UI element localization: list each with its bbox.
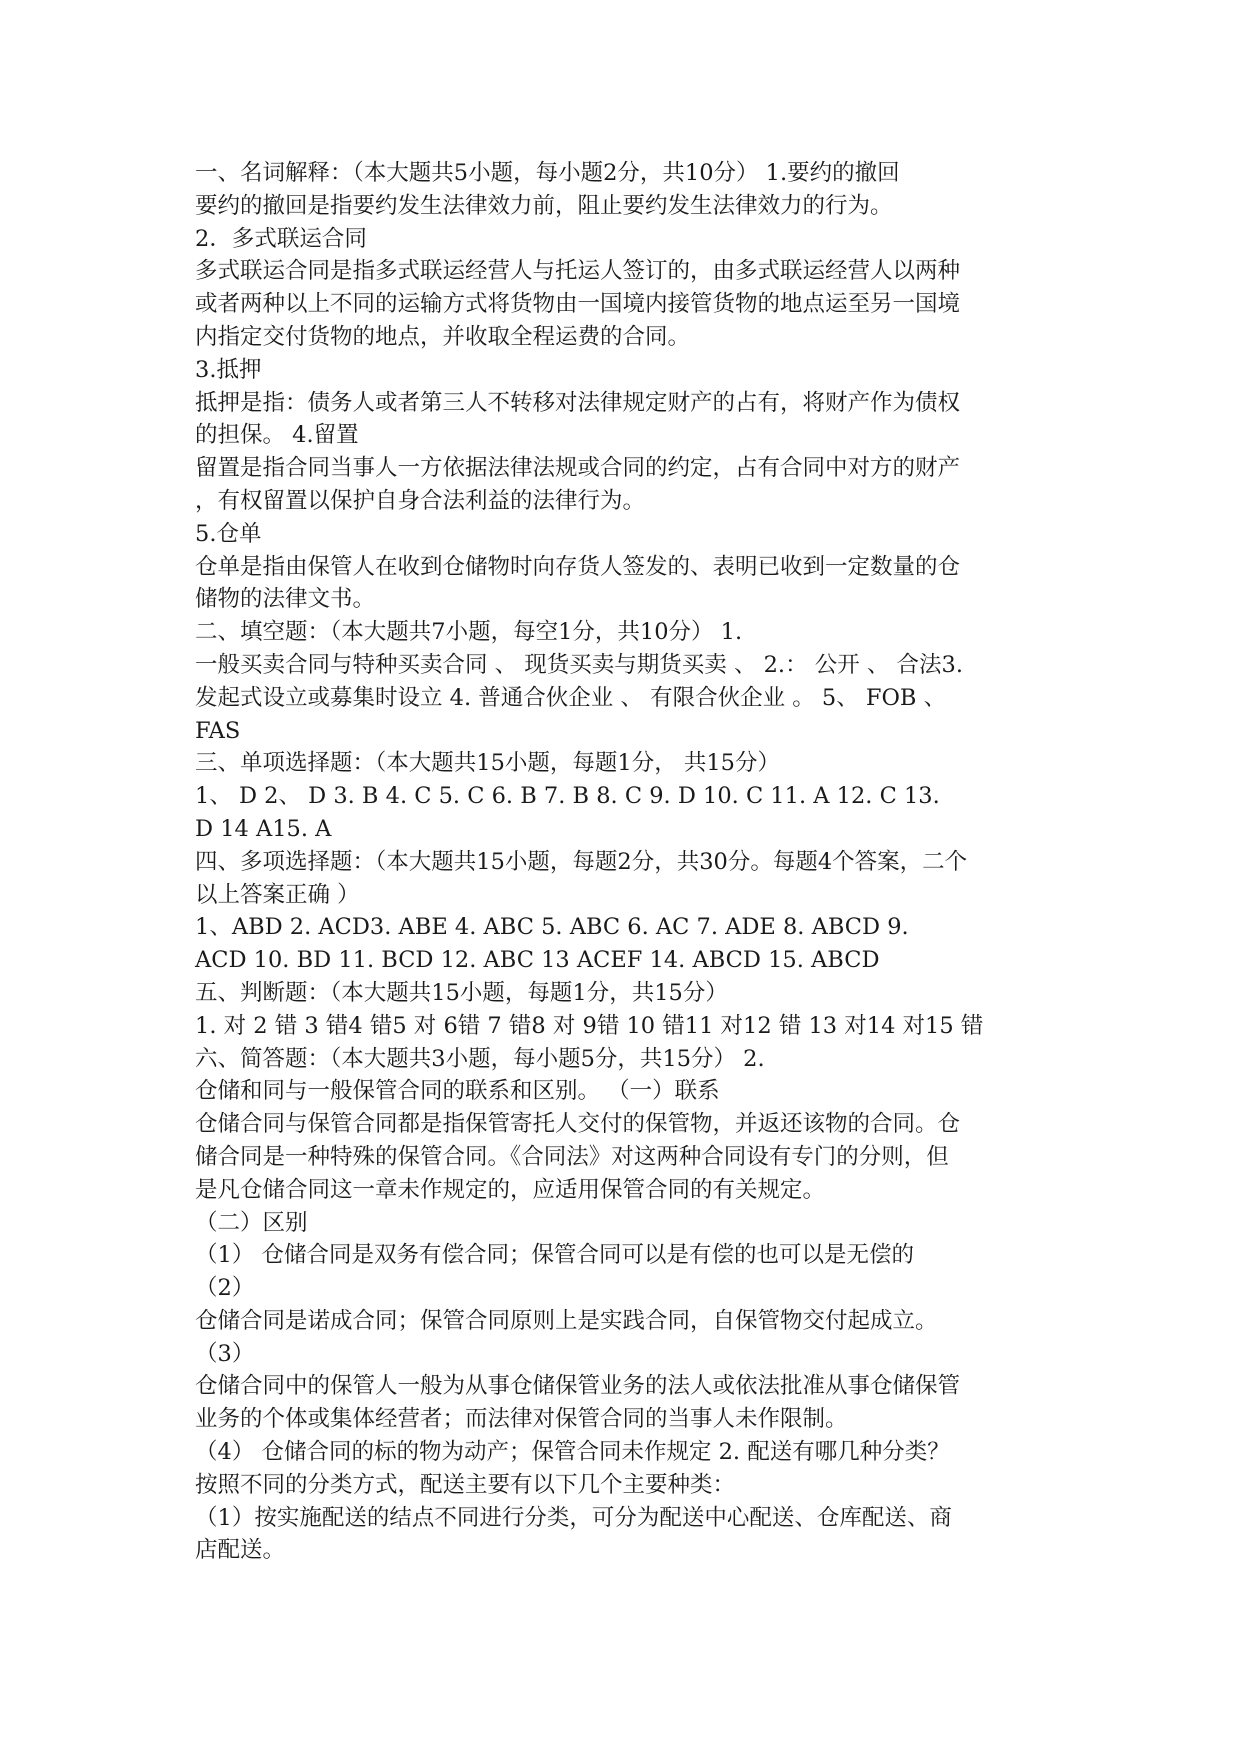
text-line: 一般买卖合同与特种买卖合同 、 现货买卖与期货买卖 、 2.： 公开 、 合法3. — [195, 651, 964, 678]
text-line: D 14 A15. A — [195, 815, 332, 842]
text-line: 三、单项选择题：（本大题共15小题，每题1分， 共15分） — [195, 750, 780, 777]
text-line: 2．多式联运合同 — [195, 225, 367, 252]
text-line: 店配送。 — [195, 1537, 286, 1564]
text-line: 五、判断题：（本大题共15小题，每题1分，共15分） — [195, 979, 728, 1006]
text-line: 二、填空题：（本大题共7小题，每空1分，共10分） 1. — [195, 619, 743, 646]
text-line: 业务的个体或集体经营者；而法律对保管合同的当事人未作限制。 — [195, 1406, 848, 1433]
text-line: 发起式设立或募集时设立 4. 普通合伙企业 、 有限合伙企业 。 5、 FOB 、 — [195, 684, 947, 711]
text-line: 要约的撤回是指要约发生法律效力前，阻止要约发生法律效力的行为。 — [195, 192, 893, 219]
text-line: （2） — [195, 1275, 255, 1302]
text-line: ACD 10. BD 11. BCD 12. ABC 13 ACEF 14. ABCD 15. ABCD — [195, 947, 880, 974]
text-line: 以上答案正确 ） — [195, 881, 360, 908]
text-line: 是凡仓储合同这一章未作规定的，应适用保管合同的有关规定。 — [195, 1176, 826, 1203]
text-line: 的担保。 4.留置 — [195, 422, 359, 449]
text-line: （1） 仓储合同是双务有偿合同；保管合同可以是有偿的也可以是无偿的 — [195, 1242, 914, 1269]
text-line: 内指定交付货物的地点，并收取全程运费的合同。 — [195, 323, 691, 350]
text-line: （二）区别 — [195, 1209, 308, 1236]
text-line: （4） 仓储合同的标的物为动产；保管合同未作规定 2. 配送有哪几种分类？ — [195, 1439, 950, 1466]
text-line: 六、简答题：（本大题共3小题，每小题5分，共15分） 2. — [195, 1045, 765, 1072]
text-line: 3.抵押 — [195, 356, 262, 383]
text-line: 仓储和同与一般保管合同的联系和区别。 （一）联系 — [195, 1078, 720, 1105]
text-line: 按照不同的分类方式，配送主要有以下几个主要种类： — [195, 1471, 736, 1498]
text-line: 仓单是指由保管人在收到仓储物时向存货人签发的、表明已收到一定数量的仓 — [195, 553, 961, 580]
text-line: 仓储合同与保管合同都是指保管寄托人交付的保管物，并返还该物的合同。仓 — [195, 1111, 961, 1138]
text-line: 抵押是指：债务人或者第三人不转移对法律规定财产的占有，将财产作为债权 — [195, 389, 961, 416]
text-line: 或者两种以上不同的运输方式将货物由一国境内接管货物的地点运至另一国境 — [195, 291, 961, 318]
text-line: 一、名词解释：（本大题共5小题，每小题2分，共10分） 1.要约的撤回 — [195, 160, 900, 186]
text-line: 留置是指合同当事人一方依据法律法规或合同的约定，占有合同中对方的财产 — [195, 455, 961, 482]
document-body — [195, 157, 1055, 1567]
text-line: （1）按实施配送的结点不同进行分类，可分为配送中心配送、仓库配送、商 — [195, 1504, 952, 1531]
text-line: FAS — [195, 717, 241, 744]
text-line: 储合同是一种特殊的保管合同。《合同法》对这两种合同设有专门的分则，但 — [195, 1143, 949, 1170]
text-line: 1、 D 2、 D 3. B 4. C 5. C 6. B 7. B 8. C 9. D 10. C 11. A 12. C 13. — [195, 783, 940, 810]
text-line: 多式联运合同是指多式联运经营人与托运人签订的，由多式联运经营人以两种 — [195, 258, 961, 285]
text-line: 1. 对 2 错 3 错4 错5 对 6错 7 错8 对 9错 10 错11 对12 错 13 对14 对15 错 — [195, 1012, 984, 1039]
text-line: ，有权留置以保护自身合法利益的法律行为。 — [195, 487, 646, 514]
text-line: 储物的法律文书。 — [195, 586, 376, 613]
text-line: 四、多项选择题：（本大题共15小题，每题2分，共30分。每题4个答案，二个 — [195, 848, 968, 875]
text-line: 仓储合同中的保管人一般为从事仓储保管业务的法人或依法批准从事仓储保管 — [195, 1373, 961, 1400]
text-line: 仓储合同是诺成合同；保管合同原则上是实践合同，自保管物交付起成立。 — [195, 1307, 938, 1334]
text-line: 5.仓单 — [195, 520, 262, 547]
text-line: （3） — [195, 1340, 255, 1367]
text-line: 1、ABD 2. ACD3. ABE 4. ABC 5. ABC 6. AC 7. ADE 8. ABCD 9. — [195, 914, 909, 941]
